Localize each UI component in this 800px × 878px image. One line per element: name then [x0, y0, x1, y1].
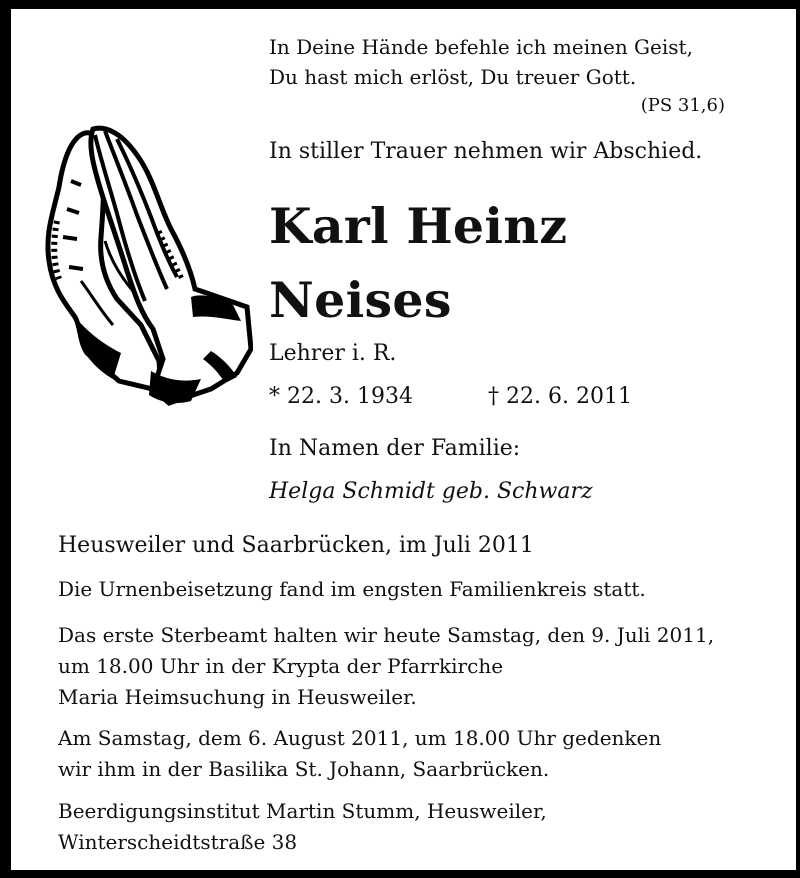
funeral-home-line-2: Winterscheidtstraße 38: [58, 830, 298, 854]
mass-text-line-2: um 18.00 Uhr in der Krypta der Pfarrkirche: [58, 654, 504, 678]
deceased-name-last: Neises: [269, 271, 452, 329]
memorial-text-line-1: Am Samstag, dem 6. August 2011, um 18.00 Uhr gedenken: [58, 726, 662, 750]
verse-line-2: Du hast mich erlöst, Du treuer Gott.: [269, 65, 637, 89]
mass-text-line-1: Das erste Sterbeamt halten wir heute Samstag, den 9. Juli 2011,: [58, 623, 715, 647]
place-date: Heusweiler und Saarbrücken, im Juli 2011: [58, 533, 534, 558]
family-label: In Namen der Familie:: [269, 436, 521, 461]
verse-reference: (PS 31,6): [640, 95, 725, 116]
praying-hands-icon: [41, 121, 253, 411]
urn-burial-text: Die Urnenbeisetzung fand im engsten Familienkreis statt.: [58, 577, 646, 601]
birth-date: * 22. 3. 1934: [269, 384, 413, 409]
memorial-text-line-2: wir ihm in der Basilika St. Johann, Saarbrücken.: [58, 757, 550, 781]
funeral-home-line-1: Beerdigungsinstitut Martin Stumm, Heusweiler,: [58, 799, 547, 823]
death-date: † 22. 6. 2011: [488, 384, 632, 409]
family-signatory: Helga Schmidt geb. Schwarz: [269, 479, 593, 504]
mass-text-line-3: Maria Heimsuchung in Heusweiler.: [58, 685, 417, 709]
verse-line-1: In Deine Hände befehle ich meinen Geist,: [269, 35, 693, 59]
farewell-intro: In stiller Trauer nehmen wir Abschied.: [269, 139, 703, 164]
deceased-name-first: Karl Heinz: [269, 197, 568, 255]
deceased-title: Lehrer i. R.: [269, 341, 397, 366]
